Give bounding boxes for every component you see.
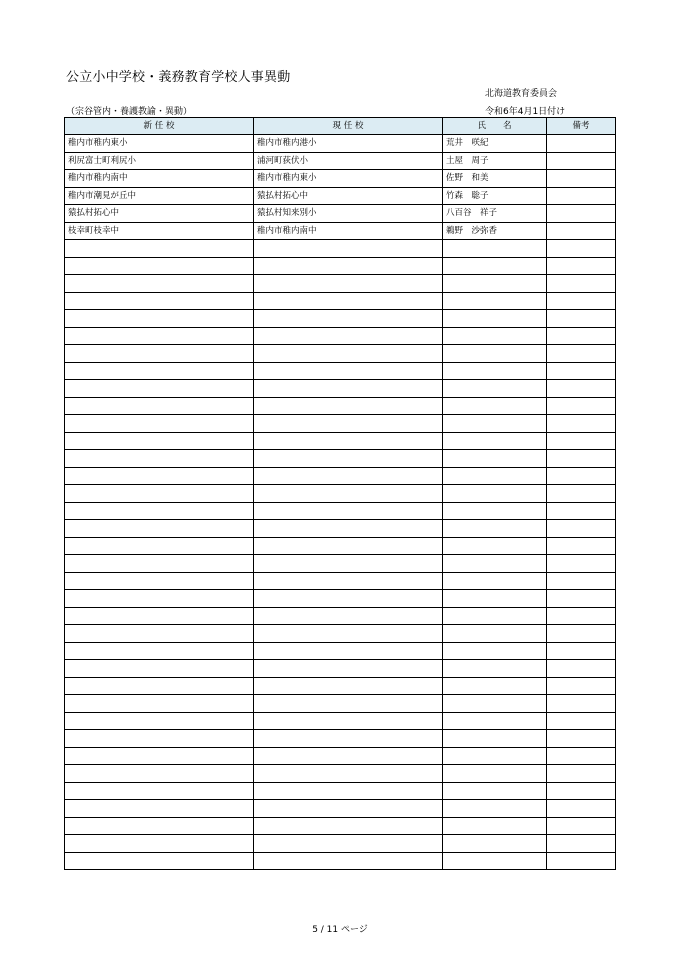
- table-row-empty: [65, 607, 616, 625]
- cell-current-school: [254, 327, 443, 345]
- cell-new-school: [65, 502, 254, 520]
- table-row-empty: [65, 590, 616, 608]
- table-row: [65, 222, 616, 240]
- cell-new-school: [65, 660, 254, 678]
- cell-new-school: [65, 800, 254, 818]
- cell-current-school: [254, 642, 443, 660]
- cell-current-school: [254, 537, 443, 555]
- page-number: 5 / 11 ページ: [312, 925, 368, 935]
- cell-new-school: [65, 782, 254, 800]
- table-row-empty: [65, 485, 616, 503]
- cell-current-school: [254, 712, 443, 730]
- cell-name: [443, 467, 547, 485]
- cell-name: [443, 747, 547, 765]
- cell-name: [443, 572, 547, 590]
- cell-name: [443, 362, 547, 380]
- cell-remarks: [547, 677, 616, 695]
- table-row-empty: [65, 310, 616, 328]
- cell-current-school: [254, 432, 443, 450]
- cell-name: [443, 730, 547, 748]
- cell-current-school: [254, 257, 443, 275]
- cell-current-school: [254, 292, 443, 310]
- table-row-empty: [65, 240, 616, 258]
- cell-current-school: [254, 590, 443, 608]
- cell-current-school: [254, 362, 443, 380]
- table-row: [65, 152, 616, 170]
- cell-remarks: [547, 170, 616, 188]
- cell-remarks: [547, 695, 616, 713]
- cell-remarks: [547, 782, 616, 800]
- cell-name: 鵜野 沙弥香: [443, 222, 547, 240]
- cell-name: [443, 677, 547, 695]
- cell-remarks: [547, 450, 616, 468]
- cell-name: [443, 275, 547, 293]
- cell-new-school: [65, 625, 254, 643]
- cell-new-school: 稚内市稚内東小: [65, 135, 254, 153]
- cell-current-school: [254, 520, 443, 538]
- cell-remarks: [547, 415, 616, 433]
- table-row-empty: [65, 677, 616, 695]
- table-row-empty: [65, 572, 616, 590]
- cell-new-school: [65, 712, 254, 730]
- table-row-empty: [65, 502, 616, 520]
- cell-remarks: [547, 625, 616, 643]
- cell-remarks: [547, 572, 616, 590]
- cell-name: [443, 485, 547, 503]
- cell-remarks: [547, 362, 616, 380]
- cell-current-school: [254, 240, 443, 258]
- cell-remarks: [547, 765, 616, 783]
- cell-name: [443, 625, 547, 643]
- cell-name: [443, 765, 547, 783]
- table-row-empty: [65, 380, 616, 398]
- cell-current-school: 猿払村拓心中: [254, 187, 443, 205]
- cell-current-school: [254, 345, 443, 363]
- cell-current-school: [254, 730, 443, 748]
- column-header-name: 氏 名: [443, 118, 547, 135]
- cell-remarks: [547, 502, 616, 520]
- table-body: [65, 135, 616, 870]
- cell-remarks: [547, 537, 616, 555]
- table-row: [65, 135, 616, 153]
- cell-new-school: 稚内市潮見が丘中: [65, 187, 254, 205]
- cell-remarks: [547, 520, 616, 538]
- cell-current-school: 浦河町荻伏小: [254, 152, 443, 170]
- table-row-empty: [65, 275, 616, 293]
- table-row-empty: [65, 625, 616, 643]
- cell-new-school: [65, 642, 254, 660]
- table-row-empty: [65, 450, 616, 468]
- cell-remarks: [547, 432, 616, 450]
- table-row-empty: [65, 415, 616, 433]
- cell-new-school: [65, 415, 254, 433]
- cell-new-school: 利尻富士町利尻小: [65, 152, 254, 170]
- cell-name: [443, 555, 547, 573]
- cell-new-school: [65, 345, 254, 363]
- cell-remarks: [547, 642, 616, 660]
- cell-current-school: [254, 572, 443, 590]
- table-row: [65, 170, 616, 188]
- cell-remarks: [547, 380, 616, 398]
- cell-current-school: [254, 747, 443, 765]
- cell-new-school: [65, 432, 254, 450]
- table-row-empty: [65, 257, 616, 275]
- cell-current-school: [254, 380, 443, 398]
- table-row-empty: [65, 730, 616, 748]
- table-row-empty: [65, 555, 616, 573]
- cell-remarks: [547, 660, 616, 678]
- cell-new-school: [65, 590, 254, 608]
- table-row-empty: [65, 520, 616, 538]
- cell-name: 八百谷 祥子: [443, 205, 547, 223]
- cell-remarks: [547, 817, 616, 835]
- cell-name: [443, 835, 547, 853]
- cell-name: 荒井 咲紀: [443, 135, 547, 153]
- cell-current-school: [254, 677, 443, 695]
- table-row: [65, 205, 616, 223]
- cell-new-school: [65, 555, 254, 573]
- cell-name: [443, 380, 547, 398]
- cell-current-school: [254, 800, 443, 818]
- cell-remarks: [547, 152, 616, 170]
- cell-new-school: [65, 275, 254, 293]
- cell-new-school: [65, 747, 254, 765]
- cell-remarks: [547, 397, 616, 415]
- table-row-empty: [65, 782, 616, 800]
- column-header-current-school: 現 任 校: [254, 118, 443, 135]
- cell-current-school: [254, 817, 443, 835]
- cell-remarks: [547, 257, 616, 275]
- cell-remarks: [547, 835, 616, 853]
- table-row-empty: [65, 345, 616, 363]
- cell-current-school: [254, 415, 443, 433]
- cell-name: [443, 520, 547, 538]
- cell-current-school: [254, 502, 443, 520]
- cell-current-school: [254, 660, 443, 678]
- table-row-empty: [65, 362, 616, 380]
- cell-current-school: [254, 607, 443, 625]
- cell-name: [443, 537, 547, 555]
- cell-current-school: [254, 695, 443, 713]
- table-row-empty: [65, 397, 616, 415]
- table-row-empty: [65, 852, 616, 870]
- cell-current-school: [254, 852, 443, 870]
- cell-name: [443, 660, 547, 678]
- cell-name: [443, 590, 547, 608]
- cell-new-school: [65, 450, 254, 468]
- cell-new-school: 猿払村拓心中: [65, 205, 254, 223]
- cell-remarks: [547, 467, 616, 485]
- cell-name: [443, 240, 547, 258]
- cell-new-school: [65, 730, 254, 748]
- cell-name: [443, 800, 547, 818]
- table-row: [65, 187, 616, 205]
- cell-new-school: [65, 835, 254, 853]
- cell-current-school: [254, 310, 443, 328]
- column-header-remarks: 備考: [547, 118, 616, 135]
- cell-name: [443, 642, 547, 660]
- cell-new-school: [65, 520, 254, 538]
- cell-name: 竹森 聡子: [443, 187, 547, 205]
- cell-remarks: [547, 747, 616, 765]
- cell-current-school: [254, 625, 443, 643]
- cell-name: [443, 345, 547, 363]
- cell-name: [443, 782, 547, 800]
- cell-current-school: [254, 765, 443, 783]
- cell-remarks: [547, 292, 616, 310]
- cell-new-school: [65, 677, 254, 695]
- table-row-empty: [65, 765, 616, 783]
- cell-current-school: [254, 835, 443, 853]
- cell-current-school: 猿払村知来別小: [254, 205, 443, 223]
- cell-new-school: [65, 607, 254, 625]
- cell-current-school: [254, 555, 443, 573]
- table-row-empty: [65, 660, 616, 678]
- cell-new-school: [65, 240, 254, 258]
- cell-name: 土屋 周子: [443, 152, 547, 170]
- table-header-row: [65, 118, 616, 135]
- cell-name: 佐野 和美: [443, 170, 547, 188]
- cell-name: [443, 397, 547, 415]
- cell-name: [443, 310, 547, 328]
- cell-new-school: [65, 765, 254, 783]
- cell-remarks: [547, 485, 616, 503]
- cell-remarks: [547, 345, 616, 363]
- cell-name: [443, 695, 547, 713]
- cell-remarks: [547, 222, 616, 240]
- table-row-empty: [65, 467, 616, 485]
- table-row-empty: [65, 712, 616, 730]
- issuer-name: 北海道教育委員会: [485, 89, 558, 99]
- cell-new-school: [65, 537, 254, 555]
- table-row-empty: [65, 817, 616, 835]
- cell-current-school: [254, 467, 443, 485]
- cell-name: [443, 502, 547, 520]
- cell-new-school: [65, 852, 254, 870]
- cell-current-school: 稚内市稚内南中: [254, 222, 443, 240]
- cell-name: [443, 607, 547, 625]
- cell-new-school: [65, 572, 254, 590]
- cell-new-school: [65, 485, 254, 503]
- cell-current-school: [254, 275, 443, 293]
- cell-name: [443, 257, 547, 275]
- effective-date: 令和6年4月1日付け: [485, 107, 566, 117]
- table-row-empty: [65, 695, 616, 713]
- cell-new-school: [65, 292, 254, 310]
- cell-new-school: 枝幸町枝幸中: [65, 222, 254, 240]
- cell-new-school: [65, 695, 254, 713]
- cell-new-school: 稚内市稚内南中: [65, 170, 254, 188]
- cell-new-school: [65, 817, 254, 835]
- cell-name: [443, 817, 547, 835]
- cell-remarks: [547, 590, 616, 608]
- document-subtitle: （宗谷管内・養護教諭・異動）: [66, 107, 193, 117]
- cell-current-school: 稚内市稚内港小: [254, 135, 443, 153]
- cell-remarks: [547, 187, 616, 205]
- table-row-empty: [65, 432, 616, 450]
- cell-name: [443, 292, 547, 310]
- cell-remarks: [547, 607, 616, 625]
- cell-new-school: [65, 257, 254, 275]
- transfer-table: [64, 117, 616, 870]
- table-row-empty: [65, 327, 616, 345]
- cell-remarks: [547, 327, 616, 345]
- cell-name: [443, 852, 547, 870]
- cell-current-school: [254, 397, 443, 415]
- cell-new-school: [65, 467, 254, 485]
- cell-new-school: [65, 397, 254, 415]
- table-row-empty: [65, 537, 616, 555]
- cell-current-school: 稚内市稚内東小: [254, 170, 443, 188]
- cell-remarks: [547, 240, 616, 258]
- cell-remarks: [547, 310, 616, 328]
- cell-name: [443, 450, 547, 468]
- cell-name: [443, 432, 547, 450]
- table-row-empty: [65, 800, 616, 818]
- cell-remarks: [547, 135, 616, 153]
- cell-remarks: [547, 852, 616, 870]
- cell-new-school: [65, 327, 254, 345]
- cell-remarks: [547, 730, 616, 748]
- column-header-new-school: 新 任 校: [65, 118, 254, 135]
- cell-current-school: [254, 485, 443, 503]
- cell-remarks: [547, 712, 616, 730]
- table-row-empty: [65, 747, 616, 765]
- cell-current-school: [254, 782, 443, 800]
- document-title: 公立小中学校・義務教育学校人事異動: [66, 70, 291, 85]
- cell-remarks: [547, 205, 616, 223]
- cell-new-school: [65, 310, 254, 328]
- table-row-empty: [65, 835, 616, 853]
- cell-remarks: [547, 275, 616, 293]
- cell-remarks: [547, 800, 616, 818]
- cell-name: [443, 712, 547, 730]
- table-row-empty: [65, 642, 616, 660]
- cell-new-school: [65, 362, 254, 380]
- table-row-empty: [65, 292, 616, 310]
- cell-current-school: [254, 450, 443, 468]
- cell-name: [443, 415, 547, 433]
- cell-new-school: [65, 380, 254, 398]
- cell-remarks: [547, 555, 616, 573]
- cell-name: [443, 327, 547, 345]
